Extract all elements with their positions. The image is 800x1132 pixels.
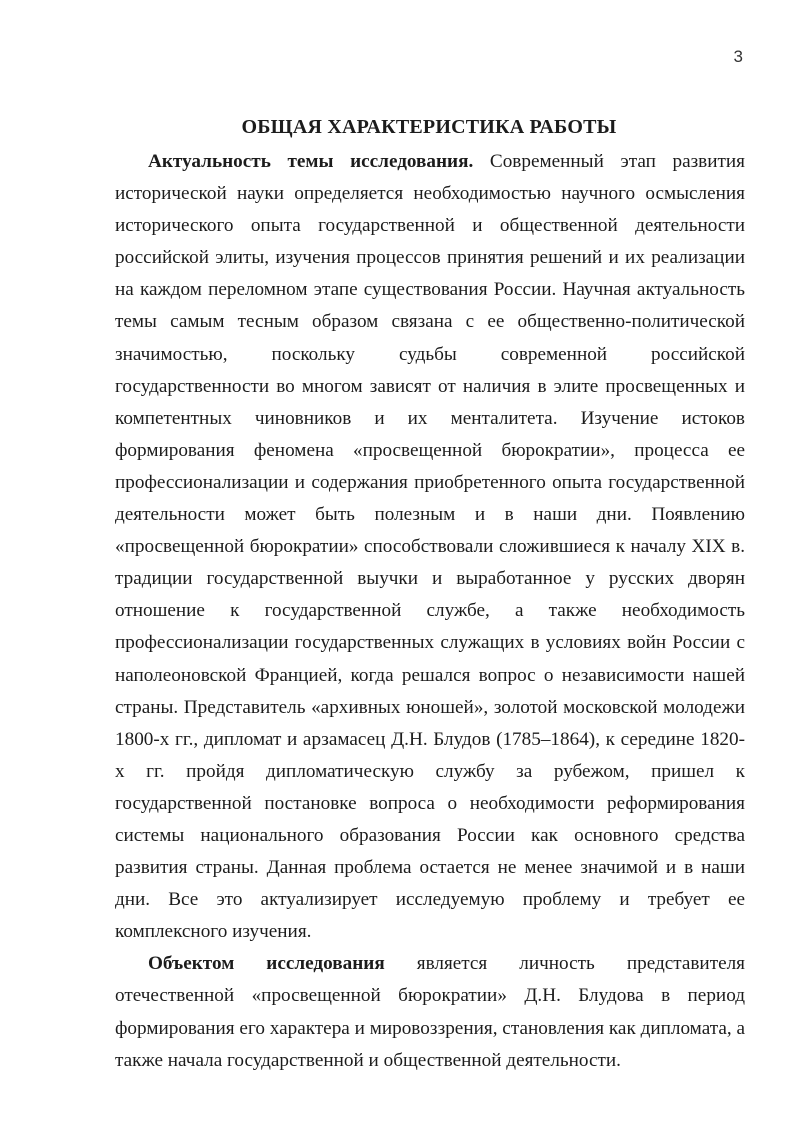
paragraph-object (115, 948, 745, 1076)
document-body (115, 146, 745, 1077)
paragraph-text: является личность представителя отечественной «просвещенной бюрократии» Д.Н. Блудова в период формирования его характера и мировоззрения, становления как дипломата, а также начала государственной и общественной деятельности. (115, 953, 745, 1071)
paragraph-relevance (115, 146, 745, 948)
page-number: 3 (733, 47, 743, 66)
paragraph-text: Современный этап развития исторической науки определяется необходимостью научного осмысления исторического опыта государственной и общественной деятельности российской элиты, изучения процессов принятия решений и их реализации на каждом переломном этапе существования России. Научная актуальность темы самым тесным образом связана с ее общественно-политической значимостью, поскольку судьбы современной российской государственности во многом зависят от наличия в элите просвещенных и компетентных чиновников и их менталитета. Изучение истоков формирования феномена «просвещенной бюрократии», процесса ее профессионализации и содержания приобретенного опыта государственной деятельности может быть полезным и в наши дни. Появлению «просвещенной бюрократии» способствовали сложившиеся к началу XIX в. традиции государственной выучки и выработанное у русских дворян отношение к государственной службе, а также необходимость профессионализации государственных служащих в условиях войн России с наполеоновской Францией, когда решался вопрос о независимости нашей страны. Представитель «архивных юношей», золотой московской молодежи 1800-х гг., дипломат и арзамасец Д.Н. Блудов (1785–1864), к середине 1820-х гг. пройдя дипломатическую службу за рубежом, пришел к государственной постановке вопроса о необходимости реформирования системы национального образования России как основного средства развития страны. Данная проблема остается не менее значимой и в наши дни. Все это актуализирует исследуемую проблему и требует ее комплексного изучения. (115, 151, 745, 943)
paragraph-lead: Актуальность темы исследования. (148, 151, 474, 172)
page-title: ОБЩАЯ ХАРАКТЕРИСТИКА РАБОТЫ (241, 116, 617, 138)
paragraph-lead: Объектом исследования (148, 953, 385, 975)
